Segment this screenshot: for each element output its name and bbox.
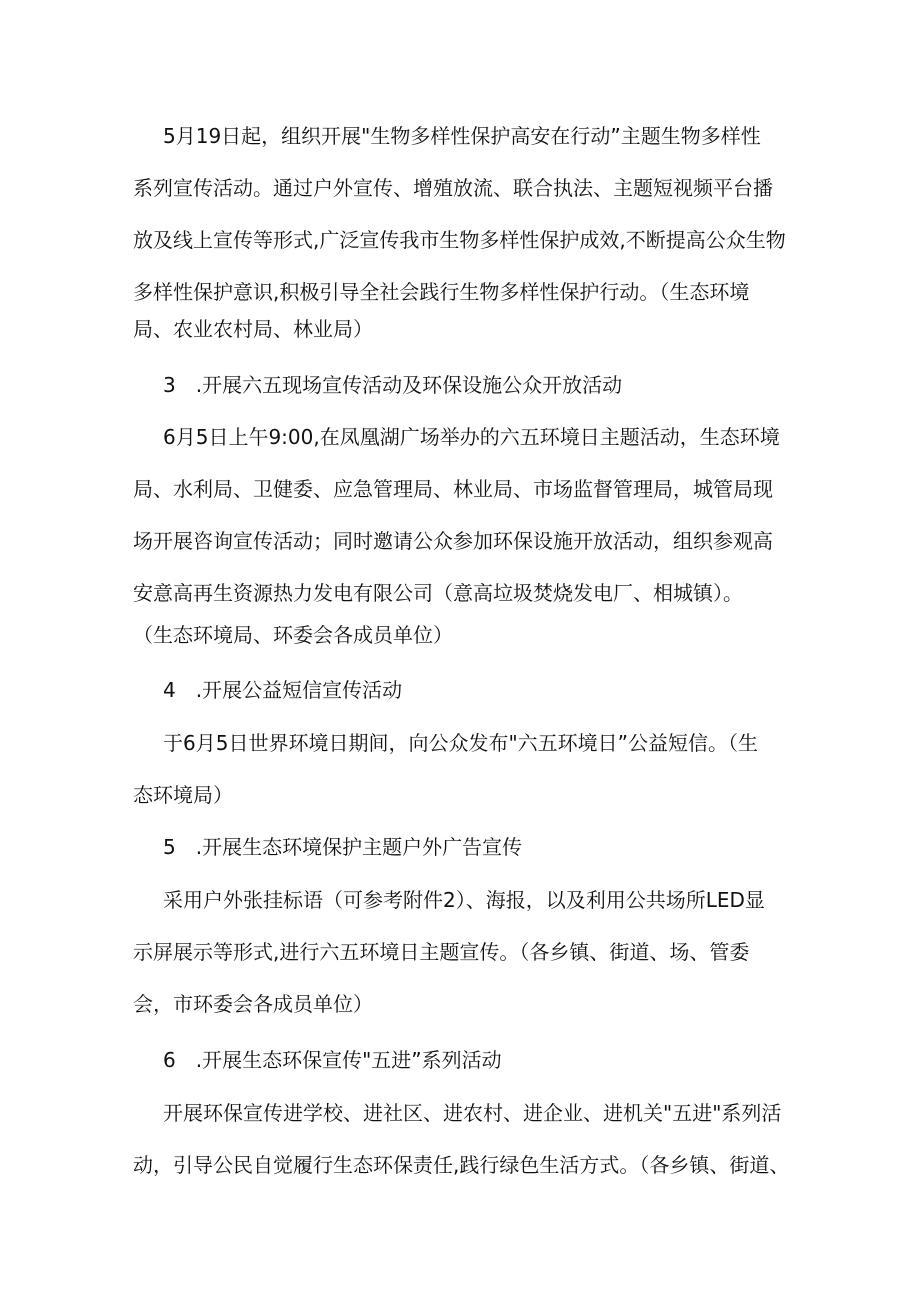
paragraph-line: 开展环保宣传进学校、进社区、进农村、进企业、进机关"五进"系列活 <box>163 1101 782 1125</box>
paragraph-line: 态环境局） <box>133 783 233 807</box>
paragraph-line: 放及线上宣传等形式,广泛宣传我市生物多样性保护成效,不断提高公众生物 <box>133 228 786 252</box>
section-heading: 5 .开展生态环境保护主题户外广告宣传 <box>163 835 523 859</box>
paragraph-line: 示屏展示等形式,进行六五环境日主题宣传。（各乡镇、街道、场、管委 <box>133 940 750 964</box>
paragraph-line: 安意高再生资源热力发电有限公司（意高垃圾焚烧发电厂、相城镇）。 <box>133 581 743 605</box>
paragraph-line: 多样性保护意识,积极引导全社会践行生物多样性保护行动。（生态环境 <box>133 280 750 304</box>
paragraph-line: 动，引导公民自觉履行生态环保责任,践行绿色生活方式。（各乡镇、街道、 <box>133 1153 790 1177</box>
section-heading: 6 .开展生态环保宣传"五进”系列活动 <box>163 1048 502 1072</box>
paragraph-line: 局、农业农村局、林业局） <box>133 317 373 341</box>
paragraph-line: 于6月5日世界环境日期间，向公众发布"六五环境日”公益短信。（生 <box>163 731 759 755</box>
section-heading: 4 .开展公益短信宣传活动 <box>163 678 403 702</box>
paragraph-line: 采用户外张挂标语（可参考附件2）、海报，以及利用公共场所LED显 <box>163 888 765 912</box>
paragraph-line: 5月19日起，组织开展"生物多样性保护高安在行动”主题生物多样性 <box>163 124 761 148</box>
paragraph-line: （生态环境局、环委会各成员单位） <box>133 623 453 647</box>
paragraph-line: 会，市环委会各成员单位） <box>133 992 373 1016</box>
paragraph-line: 场开展咨询宣传活动；同时邀请公众参加环保设施开放活动，组织参观高 <box>133 529 773 553</box>
paragraph-line: 局、水利局、卫健委、应急管理局、林业局、市场监督管理局，城管局现 <box>133 477 773 501</box>
section-heading: 3 .开展六五现场宣传活动及环保设施公众开放活动 <box>163 373 623 397</box>
paragraph-line: 系列宣传活动。通过户外宣传、增殖放流、联合执法、主题短视频平台播 <box>133 176 773 200</box>
paragraph-line: 6月5日上午9:00,在凤凰湖广场举办的六五环境日主题活动，生态环境 <box>163 425 780 449</box>
